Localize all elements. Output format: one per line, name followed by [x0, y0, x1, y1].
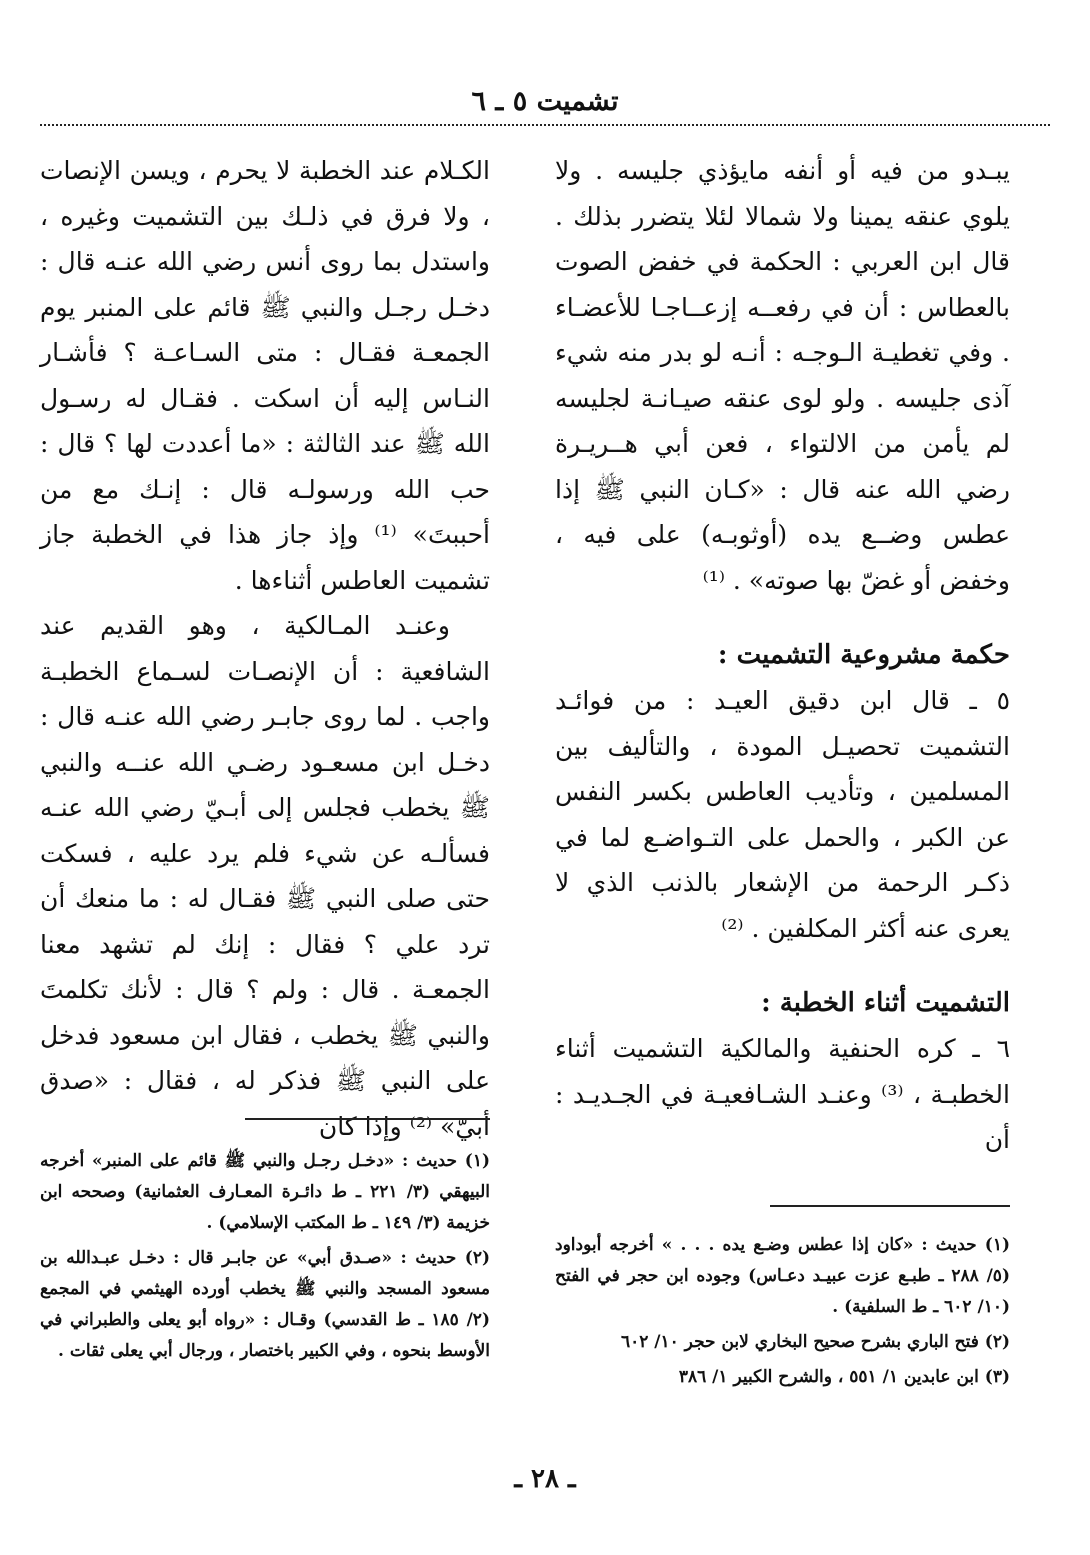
right-paragraph-1: يبـدو من فيه أو أنفه مايؤذي جليسه . ولا يلوي عنقه يمينا ولا شمالا لئلا يتضرر بذلك . قال ابن العربي : الحكمة في خفض الصوت بالعطاس : أن في رفعــه إزعــاجـا للأعضـاء . وفي تغطيـة الـوجـه : أنـه لو بدر منه شيء آذى جليسه . ولو لوى عنقه صيـانـة لجليسه لم يأمن من الالتواء ، فعن أبي هــريـرة رضي الله عنه قال : «كـان النبي ﷺ إذا عطس وضــع يده (أوثوبـه) على فيه ، وخفض أو غضّ بها صوته» . ⁽¹⁾	[555, 156, 1010, 595]
right-column	[555, 148, 1010, 1163]
footnote-right-3: (٣) ابن عابدين ١/ ٥٥١ ، والشرح الكبير ١/ ٣٨٦	[678, 1367, 1010, 1387]
footnote-left-2: (٢) حديث : «صـدق أبي» عن جابـر قال : دخـل عبـدالله بن مسعود المسجد والنبي ﷺ يخطب أورده الهيثمي في المجمع (٢/ ١٨٥ ـ ط القدسي) وقـال : «رواه أبو يعلى والطبراني في الأوسط بنحوه ، وفي الكبير باختصار ، ورجال أبي يعلى ثقات .	[40, 1248, 490, 1361]
footnote-rule-right	[770, 1205, 1010, 1207]
footnote-rule-left	[245, 1118, 490, 1120]
left-paragraph-2: وعنـد المـالكية ، وهو القديم عند الشافعية : أن الإنصـات لسـماع الخطبـة واجب . لما روى جابـر رضي الله عنـه قال : دخـل ابن مسعـود رضـي الله عنــه والنبي ﷺ يخطب فجلس إلى أبـيّ رضي الله عنـه فسألـه عن شيء فلم يرد عليه ، فسكت حتى صلى النبي ﷺ فقـال له : ما منعك أن ترد علي ؟ فقال : إنك لم تشهد معنا الجمعـة . قال : ولم ؟ قال : لأنك تكلمتَ والنبي ﷺ يخطب ، فقال ابن مسعود فدخل على النبي ﷺ فذكر له ، فقال : «صدق أبيّ» ⁽²⁾ وإذا كان	[40, 611, 490, 1141]
footnotes-right	[555, 1230, 1010, 1397]
running-head: تشميت ٥ ـ ٦	[471, 86, 619, 117]
header-dotted-rule	[40, 124, 1050, 126]
right-paragraph-2: ٥ ـ قال ابن دقيق العيـد : من فوائـد التشميت تحصيـل المودة ، والتأليف بين المسلمين ، وتأديب العاطس بكسر النفس عن الكبر ، والحمل على التـواضـع لما في ذكـر الرحمة من الإشعار بالذنب الذي لا يعرى عنه أكثر المكلفين . ⁽²⁾	[555, 686, 1010, 943]
section-heading-sermon: التشميت أثناء الخطبة :	[761, 988, 1010, 1018]
left-column	[40, 148, 490, 1149]
footnotes-left	[40, 1146, 490, 1371]
left-paragraph-1: الكـلام عند الخطبة لا يحرم ، ويسن الإنصات ، ولا فرق في ذلـك بين التشميت وغيره ، واستدل بما روى أنس رضي الله عنـه قال : دخـل رجـل والنبي ﷺ قائم على المنبر يوم الجمعـة فقـال : متى السـاعـة ؟ فأشـار النـاس إليه أن اسكت . فقـال له رسـول الله ﷺ عند الثالثة : «ما أعددت لها ؟ قال : حب الله ورسولـه قال : إنـك مع من أحببتَ» ⁽¹⁾ وإذ جاز هذا في الخطبة جاز تشميت العاطس أثناءها .	[40, 156, 490, 595]
page-number: ـ ٢٨ ـ	[514, 1464, 576, 1494]
right-paragraph-3: ٦ ـ كره الحنفية والمالكية التشميت أثناء الخطبـة ، ⁽³⁾ وعنـد الشـافعيـة في الجـديـد : أن	[555, 1034, 1010, 1154]
footnote-left-1: (١) حديث : «دخـل رجـل والنبي ﷺ قائم على المنبر» أخرجه البيهقي (٣/ ٢٢١ ـ ط دائـرة المعـارف العثمانية) وصححه ابن خزيمة (٣/ ١٤٩ ـ ط المكتب الإسلامي) .	[40, 1151, 490, 1233]
section-heading-wisdom: حكمة مشروعية التشميت :	[717, 640, 1010, 670]
footnote-right-1: (١) حديث : «كان إذا عطس وضـع يده . . . » أخرجه أبوداود (٥/ ٢٨٨ ـ طبـع عزت عبيـد دعـاس) وجوده ابن حجر في الفتح (١٠/ ٦٠٢ ـ ط السلفية) .	[555, 1235, 1010, 1317]
footnote-right-2: (٢) فتح الباري بشرح صحيح البخاري لابن حجر ١٠/ ٦٠٢	[620, 1332, 1010, 1352]
